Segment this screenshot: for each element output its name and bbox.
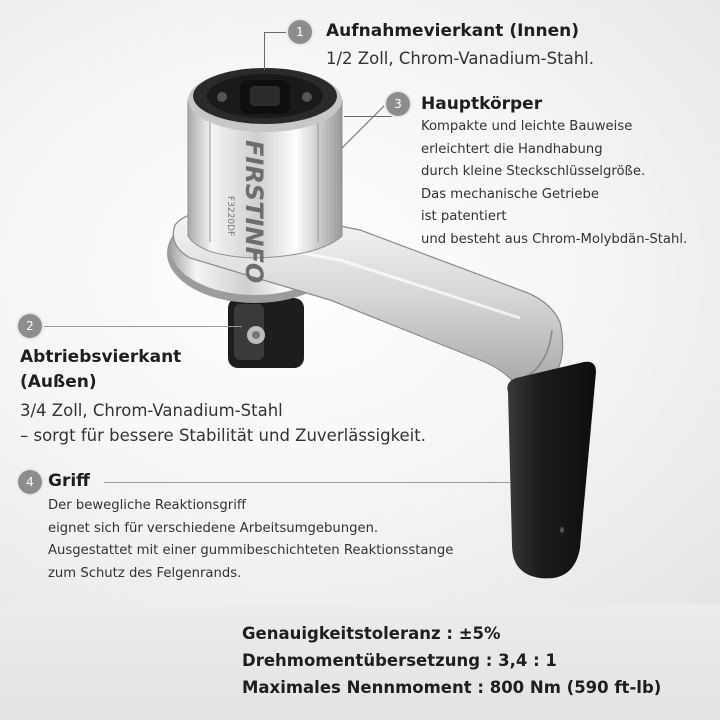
callout-title-3: Hauptkörper — [421, 94, 543, 114]
callout-line: 1/2 Zoll, Chrom-Vanadium-Stahl. — [326, 49, 594, 68]
callout-desc-3 — [421, 116, 687, 251]
callout-line: Kompakte und leichte Bauweise — [421, 119, 633, 134]
callout-line: eignet sich für verschiedene Arbeitsumgebungen. — [48, 520, 379, 536]
callout-title-2-line1: Abtriebsvierkant — [20, 347, 182, 367]
callout-title-1: Aufnahmevierkant (Innen) — [326, 21, 580, 41]
spec-ratio: Drehmomentübersetzung : 3,4 : 1 — [242, 651, 557, 670]
callout-badge-1: 1 — [288, 20, 312, 44]
rubber-handle — [507, 362, 596, 579]
callout-desc-4 — [48, 495, 453, 585]
brand-logo: FIRSTINFO — [240, 140, 268, 284]
leader-line-2 — [42, 326, 242, 327]
callout-line: durch kleine Steckschlüsselgröße. — [421, 164, 646, 179]
callout-line: 3/4 Zoll, Chrom-Vanadium-Stahl — [20, 401, 283, 420]
callout-badge-4: 4 — [18, 470, 42, 494]
callout-line: Der bewegliche Reaktionsgriff — [48, 498, 246, 513]
callout-desc-2 — [20, 398, 426, 448]
callout-line: erleichtert die Handhabung — [421, 141, 603, 157]
spec-max-torque: Maximales Nennmoment : 800 Nm (590 ft-lb) — [242, 678, 662, 697]
callout-line: zum Schutz des Felgenrands. — [48, 565, 242, 581]
callout-title-2-line2: (Außen) — [20, 372, 97, 392]
callout-badge-3: 3 — [386, 92, 410, 116]
callout-line: Ausgestattet mit einer gummibeschichteten Reaktionsstange — [48, 543, 454, 558]
model-number: F3220DF — [225, 196, 235, 237]
callout-line: – sorgt für bessere Stabilität und Zuverlässigkeit. — [20, 426, 426, 445]
callout-line: und besteht aus Chrom-Molybdän-Stahl. — [421, 231, 688, 247]
callout-line: Das mechanische Getriebe — [421, 186, 599, 202]
callout-line: ist patentiert — [421, 209, 507, 224]
leader-line-4 — [104, 482, 510, 483]
spec-accuracy: Genauigkeitstoleranz : ±5% — [242, 624, 501, 643]
leader-line-1-vertical — [264, 32, 265, 70]
leader-line-1-horizontal — [264, 32, 286, 33]
callout-badge-2: 2 — [18, 314, 42, 338]
callout-desc-1 — [326, 46, 594, 71]
callout-title-4: Griff — [48, 471, 90, 491]
output-square-drive — [228, 298, 304, 368]
